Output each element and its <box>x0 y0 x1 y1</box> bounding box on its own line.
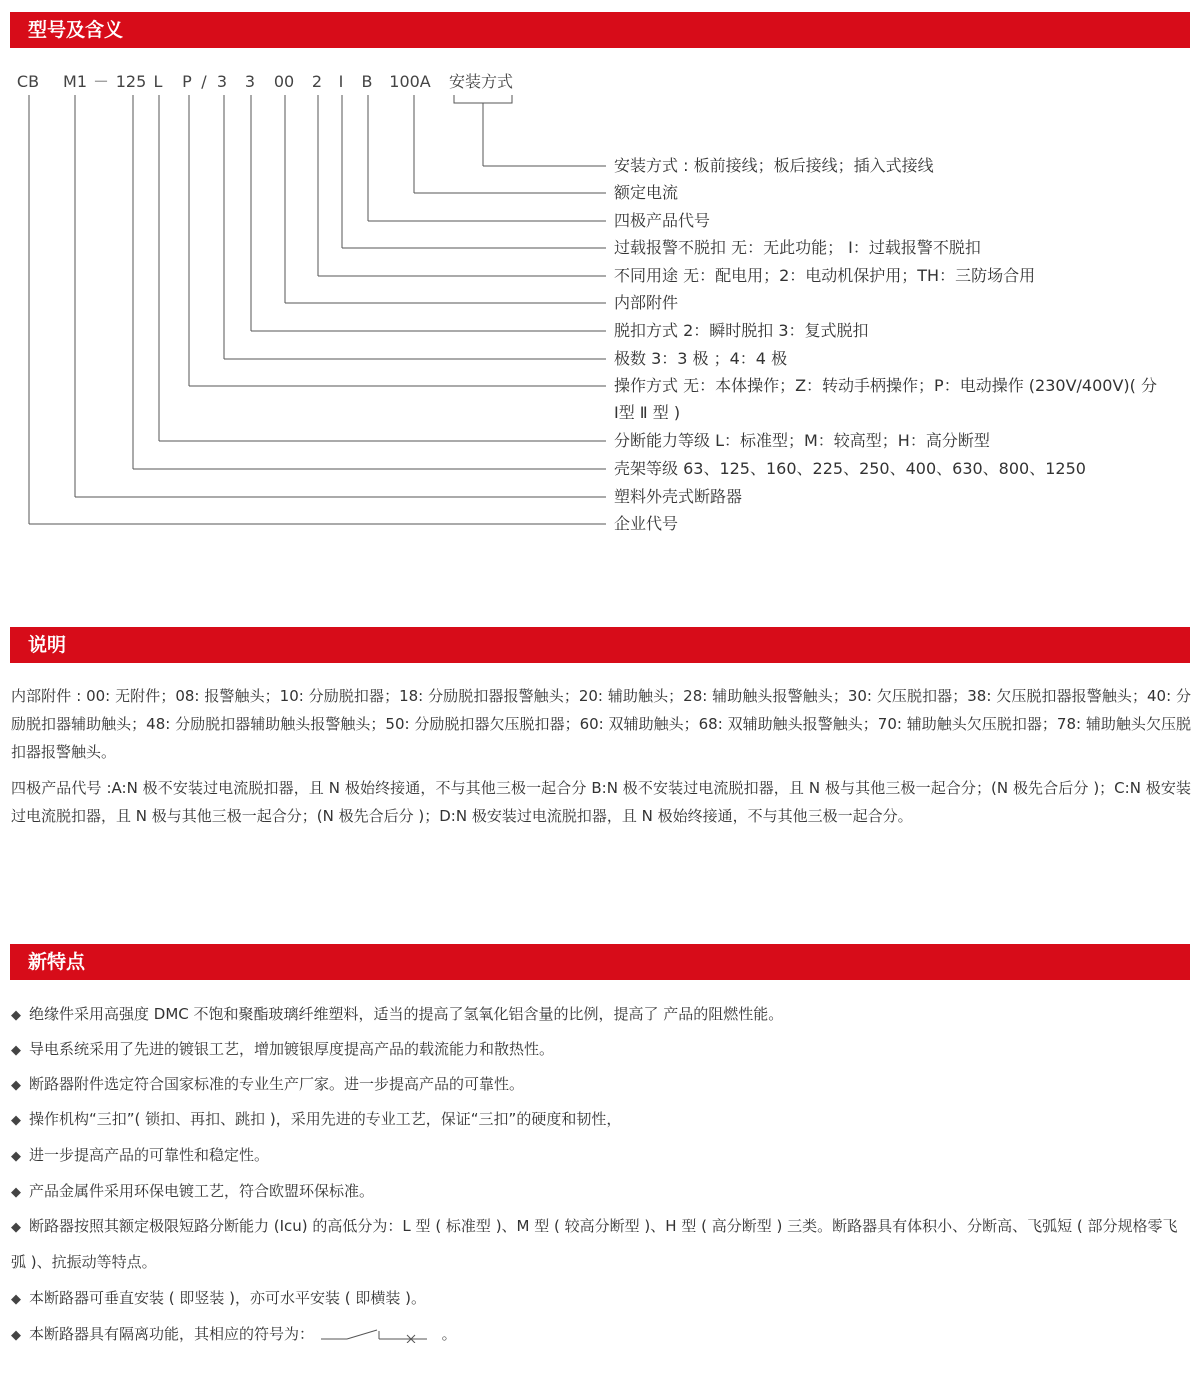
diamond-bullet-icon: ◆ <box>11 1185 21 1200</box>
code-segment: 2 <box>311 72 323 91</box>
code-segment: L <box>153 72 163 91</box>
diamond-bullet-icon: ◆ <box>11 1328 21 1343</box>
diamond-bullet-icon: ◆ <box>11 1113 21 1128</box>
code-segment: 3 <box>244 72 256 91</box>
diamond-bullet-icon: ◆ <box>11 1043 21 1058</box>
note-internal-accessories: 内部附件 : 00: 无附件；08: 报警触头；10: 分励脱扣器；18: 分励脱扣器报警触头；20: 辅助触头；28: 辅助触头报警触头；30: 欠压脱扣器；38: 欠压脱扣器报警触头；40: 分励脱扣器辅助触头；48: 分励脱扣器辅助触头报警触头；50: 分励脱扣器欠压脱扣器；60: 双辅助触头；68: 双辅助触头报警触头；70: 辅助触头欠压脱扣器；78: 辅助触头欠压脱扣器报警触头。 <box>11 687 1191 761</box>
feature-item: ◆ 绝缘件采用高强度 DMC 不饱和聚酯玻璃纤维塑料，适当的提高了氢氧化铝含量的比例，提高了 产品的阻燃性能。 <box>11 997 1181 1033</box>
code-description: 不同用途 无：配电用；2：电动机保护用；TH：三防场合用 <box>614 266 1036 285</box>
isolator-symbol-icon <box>319 1327 437 1343</box>
code-segment: 安装方式 <box>448 72 514 91</box>
model-tree-lines <box>0 0 1200 560</box>
code-description: 极数 3：3 极 ；4：4 极 <box>614 349 788 368</box>
section-title: 新特点 <box>28 951 86 973</box>
section-header-notes <box>10 627 1190 663</box>
section-header-features <box>10 944 1190 980</box>
code-segment: I <box>338 72 344 91</box>
diamond-bullet-icon: ◆ <box>11 1292 21 1307</box>
code-segment: 3 <box>216 72 228 91</box>
feature-item: ◆ 断路器附件选定符合国家标准的专业生产厂家。进一步提高产品的可靠性。 <box>11 1067 1181 1103</box>
diamond-bullet-icon: ◆ <box>11 1008 21 1023</box>
code-segment: 125 <box>115 72 147 91</box>
section-title: 说明 <box>28 634 67 656</box>
install-method-bracket <box>454 95 512 103</box>
feature-item: ◆ 操作机构“三扣”( 锁扣、再扣、跳扣 )，采用先进的专业工艺，保证“三扣”的硬度和韧性， <box>11 1102 1181 1138</box>
code-description: 操作方式 无：本体操作；Z：转动手柄操作；P：电动操作 (230V/400V)( 分 <box>614 376 1157 395</box>
code-description: 企业代号 <box>614 514 679 533</box>
note-four-pole-code: 四极产品代号 :A:N 极不安装过电流脱扣器，且 N 极始终接通，不与其他三极一起合分 B:N 极不安装过电流脱扣器，且 N 极与其他三极一起合分；(N 极先合后分 )；C:N 极安装过电流脱扣器，且 N 极与其他三极一起合分；(N 极先合后分 )；D:N 极安装过电流脱扣器，且 N 极始终接通，不与其他三极一起合分。 <box>11 779 1191 825</box>
code-description: 过载报警不脱扣 无：无此功能； Ⅰ：过载报警不脱扣 <box>614 238 981 257</box>
code-description: 四极产品代号 <box>614 211 711 230</box>
diamond-bullet-icon: ◆ <box>11 1149 21 1164</box>
code-segment: / <box>201 72 207 91</box>
code-segment: 00 <box>273 72 295 91</box>
code-description: 分断能力等级 L：标准型；M：较高型；H：高分断型 <box>614 431 990 450</box>
feature-item: ◆ 本断路器具有隔离功能，其相应的符号为： 。 <box>11 1317 1181 1353</box>
diamond-bullet-icon: ◆ <box>11 1220 21 1235</box>
code-segment: M1 <box>63 72 87 91</box>
section-title: 型号及含义 <box>28 19 124 41</box>
feature-item: ◆ 进一步提高产品的可靠性和稳定性。 <box>11 1138 1181 1174</box>
feature-item: ◆ 断路器按照其额定极限短路分断能力 (Icu) 的高低分为：L 型 ( 标准型 )、M 型 ( 较高分断型 )、H 型 ( 高分断型 ) 三类。断路器具有体积小、分断高、飞弧短 ( 部分规格零飞弧 )、抗振动等特点。 <box>11 1209 1181 1280</box>
code-description: 额定电流 <box>614 183 679 202</box>
code-description: 内部附件 <box>614 293 679 312</box>
code-description: 塑料外壳式断路器 <box>614 487 743 506</box>
code-segment: 100A <box>389 72 431 91</box>
code-segment: CB <box>16 72 40 91</box>
code-description: 安装方式 : 板前接线；板后接线；插入式接线 <box>614 156 934 175</box>
code-segment: B <box>361 72 373 91</box>
code-description: 脱扣方式 2：瞬时脱扣 3：复式脱扣 <box>614 321 869 340</box>
code-description: 壳架等级 63、125、160、225、250、400、630、800、1250 <box>614 459 1086 478</box>
code-segment: P <box>182 72 192 91</box>
feature-item: ◆ 产品金属件采用环保电镀工艺，符合欧盟环保标准。 <box>11 1174 1181 1210</box>
code-description-continued: Ⅰ型 Ⅱ 型 ) <box>614 403 681 422</box>
feature-item: ◆ 本断路器可垂直安装 ( 即竖装 )，亦可水平安装 ( 即横装 )。 <box>11 1281 1181 1317</box>
code-segment: － <box>92 72 110 91</box>
feature-item: ◆ 导电系统采用了先进的镀银工艺，增加镀银厚度提高产品的载流能力和散热性。 <box>11 1032 1181 1068</box>
diamond-bullet-icon: ◆ <box>11 1078 21 1093</box>
